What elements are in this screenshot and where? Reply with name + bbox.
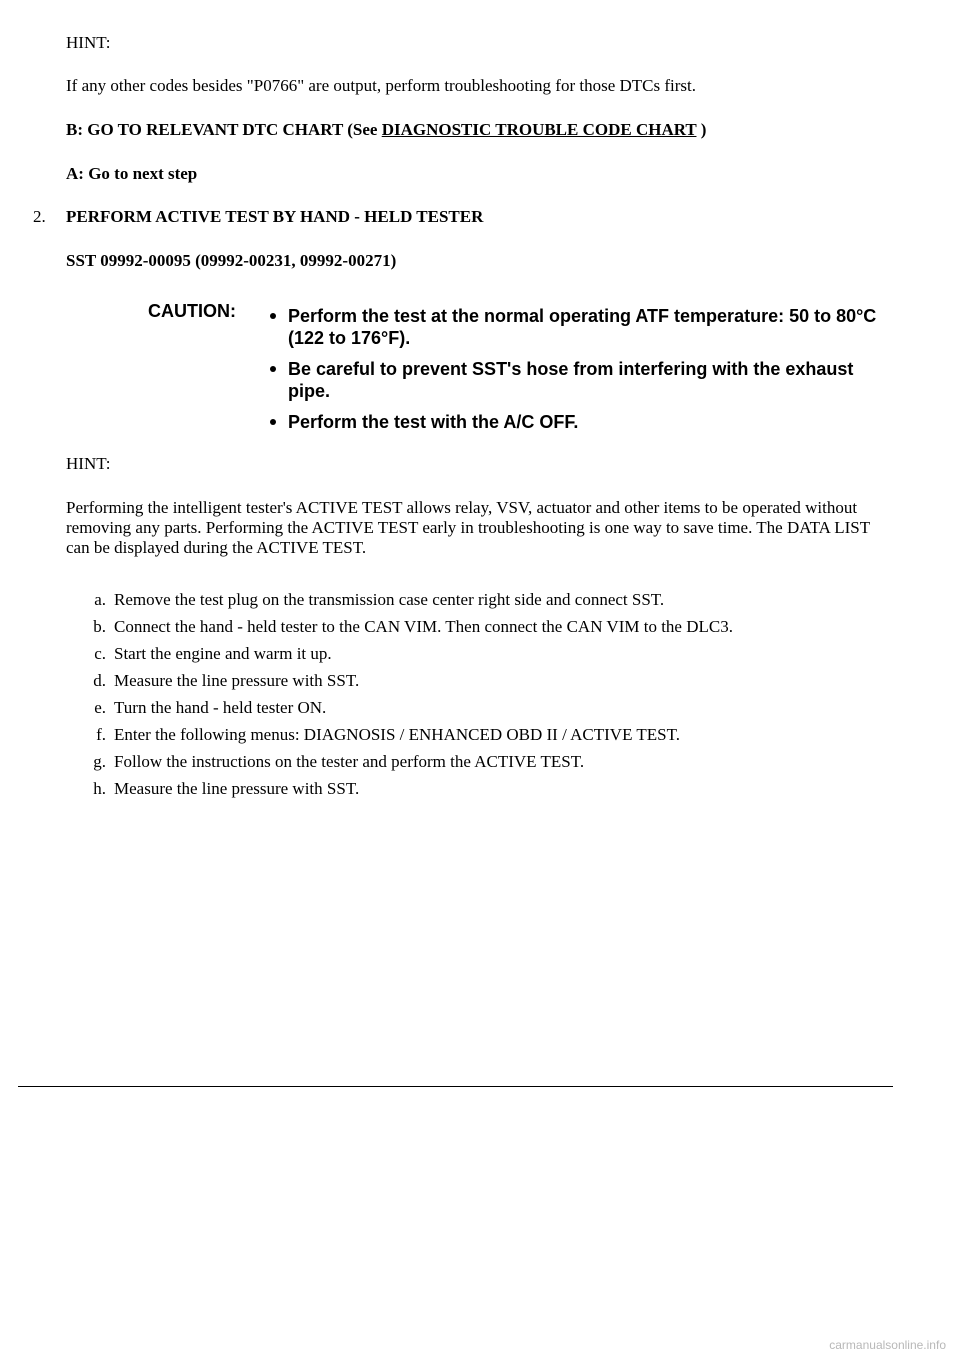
hint-text: If any other codes besides "P0766" are output, perform troubleshooting for those DTCs first. [66,76,697,95]
result-b [66,120,706,140]
horizontal-rule [18,1086,893,1087]
list-item [80,725,900,752]
hint2-label: HINT: [66,454,111,473]
list-marker: g. [93,752,106,771]
watermark-footer: carmanualsonline.info [829,1338,946,1352]
list-marker: f. [96,725,106,744]
list-item-text: Measure the line pressure with SST. [114,779,360,798]
list-item-text: Connect the hand - held tester to the CAN VIM. Then connect the CAN VIM to the DLC3. [114,617,733,636]
caution-item-text: Perform the test at the normal operating ATF temperature: 50 to 80°C (122 to 176°F). [288,306,877,348]
list-marker: h. [93,779,106,798]
caution-item [270,411,890,433]
list-item-text: Measure the line pressure with SST. [114,671,360,690]
list-marker: c. [94,644,106,663]
list-item [80,671,900,698]
list-item-text: Enter the following menus: DIAGNOSIS / ENHANCED OBD II / ACTIVE TEST. [114,725,680,744]
hint-label: HINT: [66,33,111,52]
step-number: 2. [33,207,46,226]
result-b-prefix: B: GO TO RELEVANT DTC CHART (See [66,120,382,139]
caution-list [270,305,890,442]
caution-item-text: Perform the test with the A/C OFF. [288,412,579,432]
result-b-suffix: ) [696,120,707,139]
caution-label: CAUTION: [148,301,236,321]
list-item-text: Follow the instructions on the tester and perform the ACTIVE TEST. [114,752,585,771]
list-item [80,617,900,644]
list-marker: b. [93,617,106,636]
list-item [80,698,900,725]
list-marker: a. [94,590,106,609]
caution-item [270,358,890,402]
hint2-text: Performing the intelligent tester's ACTIVE TEST allows relay, VSV, actuator and other items to be operated without removing any parts. Performing the ACTIVE TEST early in troubleshooting is one way to save time. The DATA LIST can be displayed during the ACTIVE TEST. [66,498,870,557]
list-marker: e. [94,698,106,717]
dtc-chart-link[interactable]: DIAGNOSTIC TROUBLE CODE CHART [381,120,697,139]
step-title: PERFORM ACTIVE TEST BY HAND - HELD TESTER [66,207,484,226]
bullet-icon [270,419,276,425]
list-item [80,752,900,779]
list-marker: d. [93,671,106,690]
bullet-icon [270,313,276,319]
result-a: A: Go to next step [66,164,198,183]
list-item [80,779,900,806]
list-item [80,644,900,671]
list-item-text: Turn the hand - held tester ON. [114,698,327,717]
list-item [80,590,900,617]
sst-number: SST 09992-00095 (09992-00231, 09992-00271) [66,251,397,270]
procedure-list [80,590,900,806]
bullet-icon [270,366,276,372]
list-item-text: Start the engine and warm it up. [114,644,332,663]
caution-item [270,305,890,349]
caution-item-text: Be careful to prevent SST's hose from interfering with the exhaust pipe. [288,359,854,401]
list-item-text: Remove the test plug on the transmission case center right side and connect SST. [114,590,665,609]
